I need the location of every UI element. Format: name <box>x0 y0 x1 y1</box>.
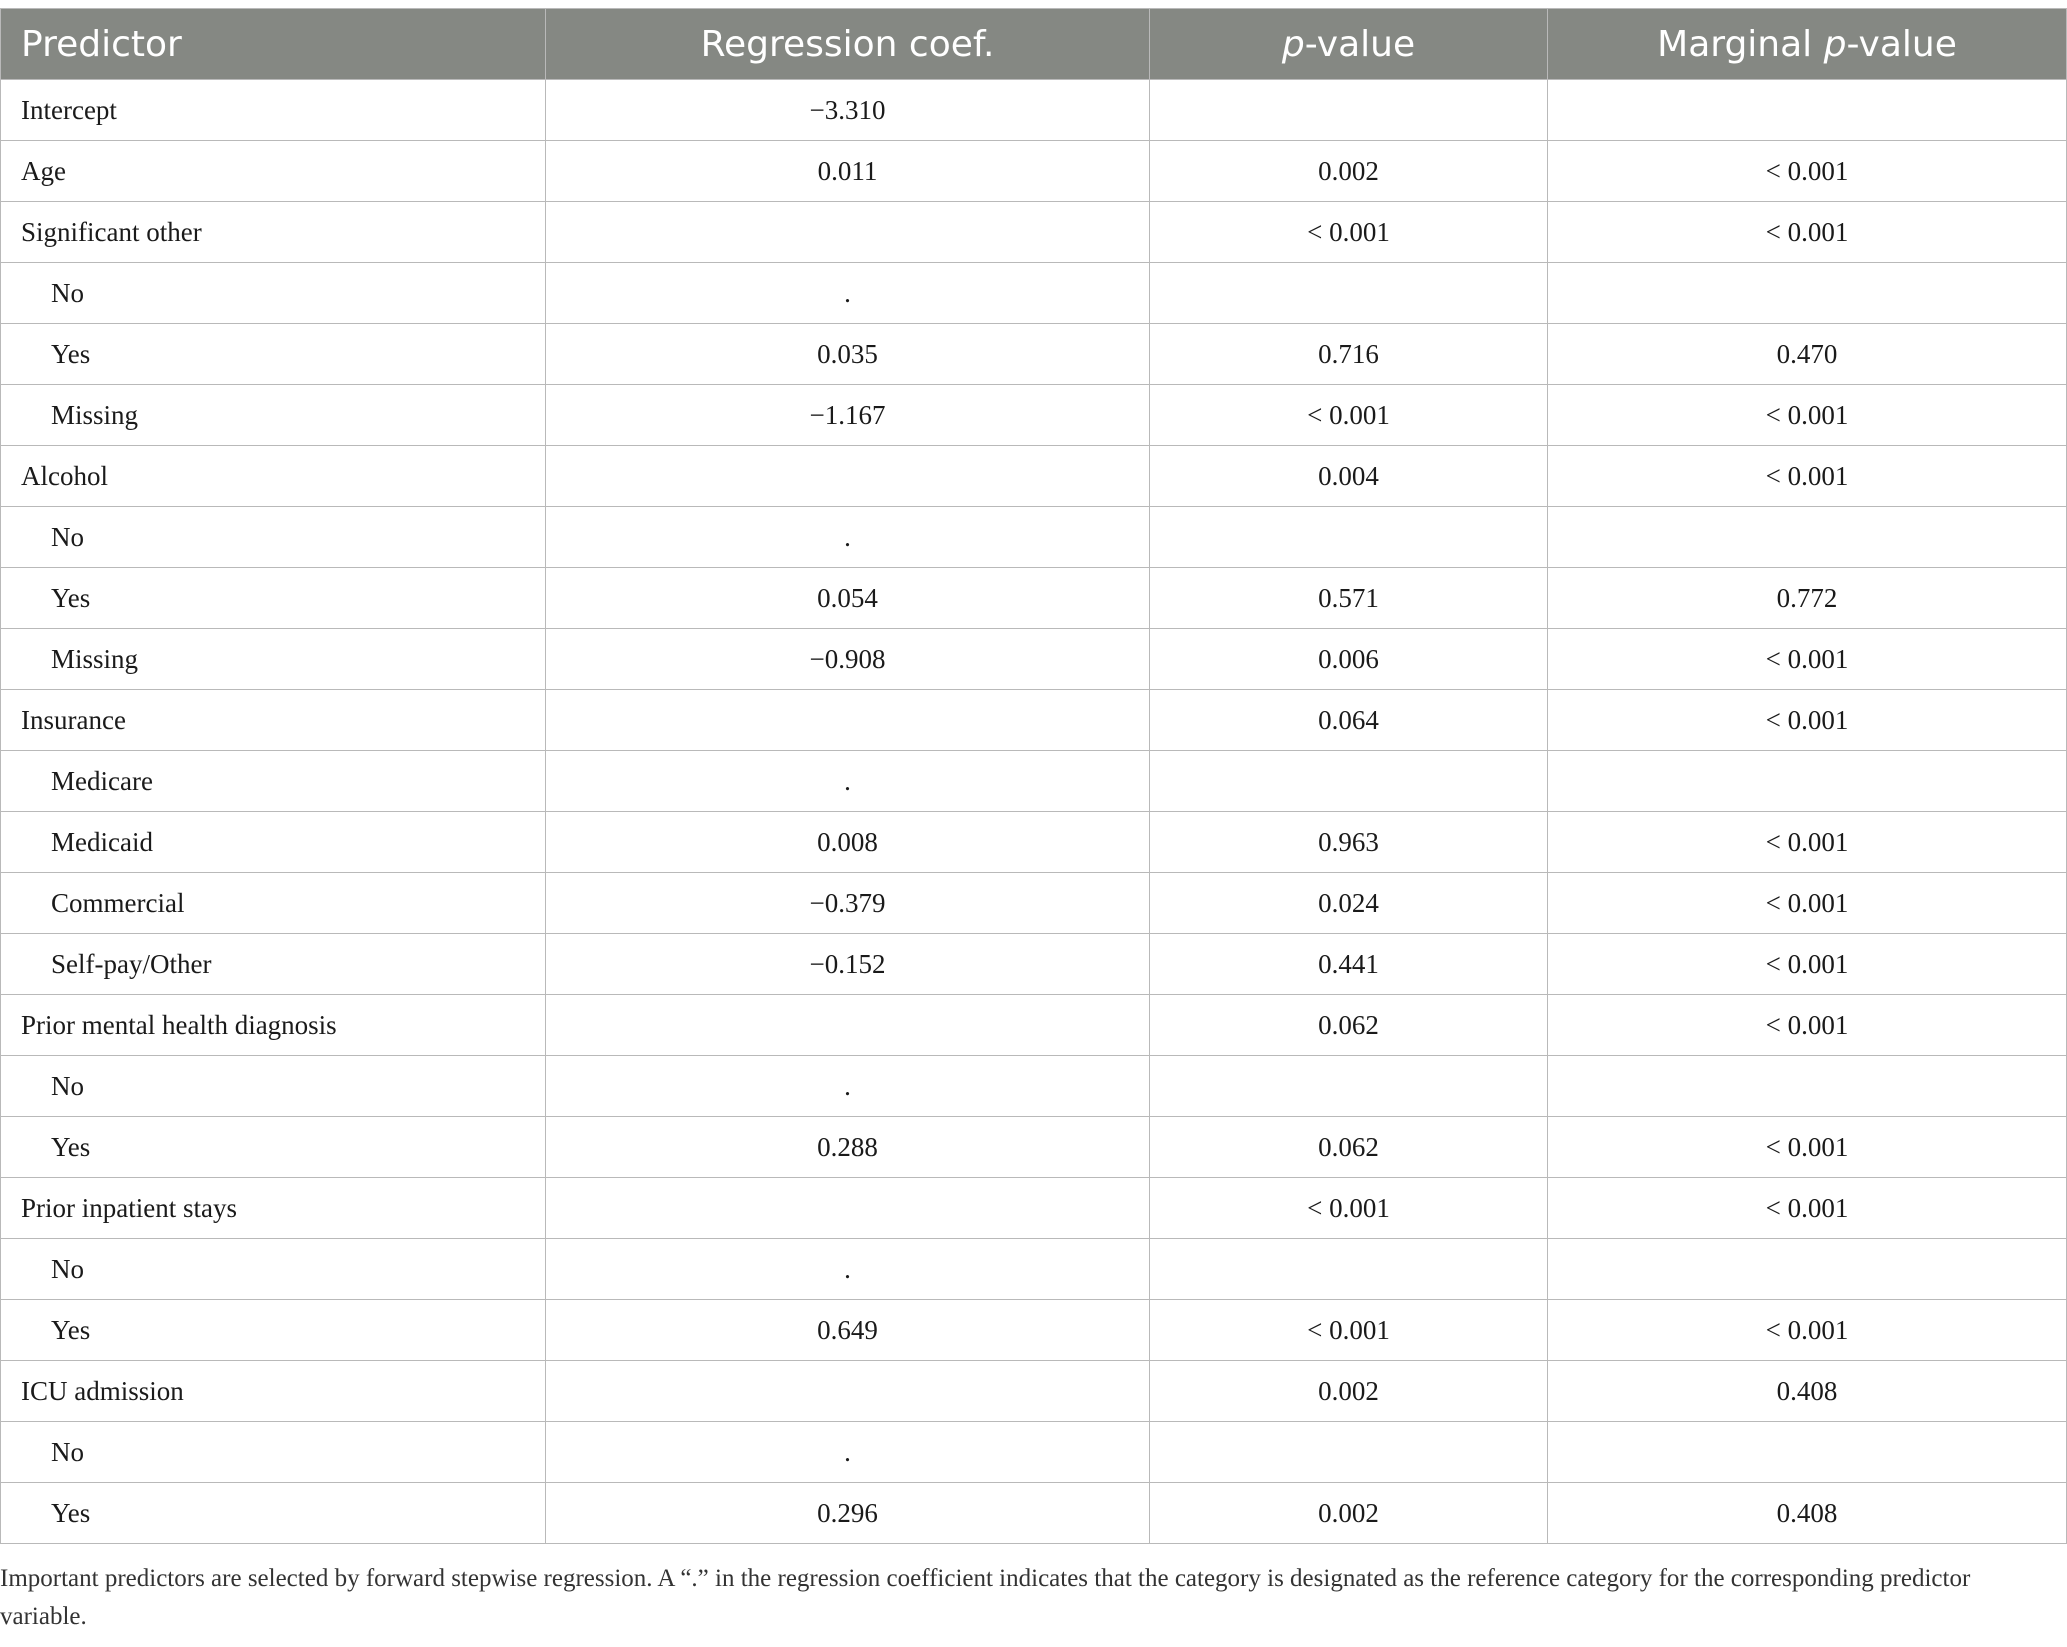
regression-coef-cell <box>546 202 1150 263</box>
predictor-cell: Medicare <box>1 751 546 812</box>
marginal-p-value-cell <box>1548 1422 2067 1483</box>
table-footnote: Important predictors are selected by forward stepwise regression. A “.” in the regression coefficient indicates that the category is designated as the reference category for the corresponding predictor variable. <box>0 1565 1971 1630</box>
marginal-p-value-cell: < 0.001 <box>1548 1300 2067 1361</box>
regression-coef-cell: 0.054 <box>546 568 1150 629</box>
regression-coef-cell: . <box>546 1239 1150 1300</box>
marginal-p-value-cell: < 0.001 <box>1548 446 2067 507</box>
predictor-cell: Missing <box>1 629 546 690</box>
table-row <box>1 690 2067 751</box>
p-value-cell: 0.716 <box>1150 324 1548 385</box>
p-value-cell: 0.062 <box>1150 1117 1548 1178</box>
regression-coef-cell: 0.288 <box>546 1117 1150 1178</box>
table-row <box>1 324 2067 385</box>
header-marginal-rest: -value <box>1846 23 1957 65</box>
p-value-cell <box>1150 1239 1548 1300</box>
table-row <box>1 1056 2067 1117</box>
regression-coef-cell: 0.008 <box>546 812 1150 873</box>
predictor-cell: ICU admission <box>1 1361 546 1422</box>
regression-coef-cell: 0.649 <box>546 1300 1150 1361</box>
predictor-cell: No <box>1 507 546 568</box>
marginal-p-value-cell: < 0.001 <box>1548 385 2067 446</box>
marginal-p-value-cell: 0.408 <box>1548 1361 2067 1422</box>
table-row <box>1 1422 2067 1483</box>
table-row <box>1 1483 2067 1544</box>
marginal-p-value-cell: < 0.001 <box>1548 629 2067 690</box>
p-value-cell: 0.004 <box>1150 446 1548 507</box>
marginal-p-value-cell <box>1548 751 2067 812</box>
table-row <box>1 1178 2067 1239</box>
header-marginal-prefix: Marginal <box>1657 23 1824 65</box>
regression-coef-cell: . <box>546 751 1150 812</box>
predictor-cell: Prior inpatient stays <box>1 1178 546 1239</box>
header-predictor <box>1 9 546 80</box>
p-value-cell: 0.062 <box>1150 995 1548 1056</box>
table-row <box>1 446 2067 507</box>
table-row <box>1 751 2067 812</box>
marginal-p-value-cell <box>1548 507 2067 568</box>
p-value-cell: < 0.001 <box>1150 202 1548 263</box>
header-regression-coef <box>546 9 1150 80</box>
table-row <box>1 1239 2067 1300</box>
p-value-cell: 0.963 <box>1150 812 1548 873</box>
p-value-cell: 0.024 <box>1150 873 1548 934</box>
regression-coef-cell <box>546 1361 1150 1422</box>
p-value-cell: < 0.001 <box>1150 385 1548 446</box>
marginal-p-value-cell: 0.772 <box>1548 568 2067 629</box>
predictor-cell: Self-pay/Other <box>1 934 546 995</box>
marginal-p-value-cell: < 0.001 <box>1548 202 2067 263</box>
predictor-cell: Yes <box>1 1117 546 1178</box>
regression-coef-cell: −0.908 <box>546 629 1150 690</box>
regression-coef-cell: 0.011 <box>546 141 1150 202</box>
marginal-p-value-cell: 0.408 <box>1548 1483 2067 1544</box>
p-value-cell: 0.571 <box>1150 568 1548 629</box>
regression-coef-cell <box>546 1178 1150 1239</box>
p-value-cell <box>1150 80 1548 141</box>
regression-table <box>0 8 2067 1544</box>
header-row <box>1 9 2067 80</box>
predictor-cell: Prior mental health diagnosis <box>1 995 546 1056</box>
p-value-cell <box>1150 507 1548 568</box>
predictor-cell: Medicaid <box>1 812 546 873</box>
regression-coef-cell <box>546 995 1150 1056</box>
table-row <box>1 568 2067 629</box>
regression-coef-cell: . <box>546 263 1150 324</box>
marginal-p-value-cell <box>1548 1239 2067 1300</box>
table-header <box>1 9 2067 80</box>
marginal-p-value-cell: < 0.001 <box>1548 873 2067 934</box>
table-row <box>1 1117 2067 1178</box>
table-row <box>1 141 2067 202</box>
p-value-cell: 0.064 <box>1150 690 1548 751</box>
table-row <box>1 202 2067 263</box>
p-value-cell <box>1150 263 1548 324</box>
predictor-cell: Significant other <box>1 202 546 263</box>
table-row <box>1 507 2067 568</box>
header-predictor-label: Predictor <box>21 23 182 65</box>
p-value-cell <box>1150 751 1548 812</box>
marginal-p-value-cell <box>1548 80 2067 141</box>
predictor-cell: No <box>1 1056 546 1117</box>
table-row <box>1 629 2067 690</box>
header-marginal-p-value <box>1548 9 2067 80</box>
marginal-p-value-cell <box>1548 263 2067 324</box>
table-row <box>1 934 2067 995</box>
p-value-cell: 0.002 <box>1150 1483 1548 1544</box>
regression-coef-cell <box>546 446 1150 507</box>
marginal-p-value-cell: < 0.001 <box>1548 812 2067 873</box>
p-value-cell: < 0.001 <box>1150 1300 1548 1361</box>
header-p-value <box>1150 9 1548 80</box>
regression-coef-cell: 0.035 <box>546 324 1150 385</box>
regression-coef-cell: . <box>546 507 1150 568</box>
header-regression-coef-label: Regression coef. <box>700 23 995 65</box>
marginal-p-value-cell: < 0.001 <box>1548 1117 2067 1178</box>
table-row <box>1 1300 2067 1361</box>
marginal-p-value-cell <box>1548 1056 2067 1117</box>
marginal-p-value-cell: < 0.001 <box>1548 141 2067 202</box>
header-p-italic: p <box>1281 23 1305 65</box>
p-value-cell: 0.441 <box>1150 934 1548 995</box>
predictor-cell: Intercept <box>1 80 546 141</box>
predictor-cell: No <box>1 1239 546 1300</box>
table-row <box>1 995 2067 1056</box>
header-p-rest: -value <box>1304 23 1416 65</box>
predictor-cell: Age <box>1 141 546 202</box>
marginal-p-value-cell: < 0.001 <box>1548 1178 2067 1239</box>
predictor-cell: Commercial <box>1 873 546 934</box>
regression-coef-cell <box>546 690 1150 751</box>
regression-coef-cell: . <box>546 1056 1150 1117</box>
table-row <box>1 1361 2067 1422</box>
predictor-cell: Yes <box>1 568 546 629</box>
regression-table-container <box>0 8 2067 1544</box>
regression-coef-cell: −3.310 <box>546 80 1150 141</box>
table-row <box>1 80 2067 141</box>
p-value-cell <box>1150 1056 1548 1117</box>
regression-coef-cell: −0.152 <box>546 934 1150 995</box>
marginal-p-value-cell: < 0.001 <box>1548 995 2067 1056</box>
regression-coef-cell: −1.167 <box>546 385 1150 446</box>
marginal-p-value-cell: 0.470 <box>1548 324 2067 385</box>
predictor-cell: Yes <box>1 324 546 385</box>
p-value-cell: 0.002 <box>1150 1361 1548 1422</box>
marginal-p-value-cell: < 0.001 <box>1548 934 2067 995</box>
predictor-cell: Yes <box>1 1483 546 1544</box>
predictor-cell: Yes <box>1 1300 546 1361</box>
p-value-cell: 0.006 <box>1150 629 1548 690</box>
regression-coef-cell: . <box>546 1422 1150 1483</box>
predictor-cell: No <box>1 263 546 324</box>
regression-coef-cell: 0.296 <box>546 1483 1150 1544</box>
table-row <box>1 263 2067 324</box>
table-row <box>1 812 2067 873</box>
table-row <box>1 385 2067 446</box>
predictor-cell: Insurance <box>1 690 546 751</box>
table-row <box>1 873 2067 934</box>
predictor-cell: Missing <box>1 385 546 446</box>
marginal-p-value-cell: < 0.001 <box>1548 690 2067 751</box>
header-marginal-italic: p <box>1823 23 1847 65</box>
p-value-cell: 0.002 <box>1150 141 1548 202</box>
regression-coef-cell: −0.379 <box>546 873 1150 934</box>
table-body <box>1 80 2067 1544</box>
p-value-cell <box>1150 1422 1548 1483</box>
p-value-cell: < 0.001 <box>1150 1178 1548 1239</box>
predictor-cell: Alcohol <box>1 446 546 507</box>
predictor-cell: No <box>1 1422 546 1483</box>
